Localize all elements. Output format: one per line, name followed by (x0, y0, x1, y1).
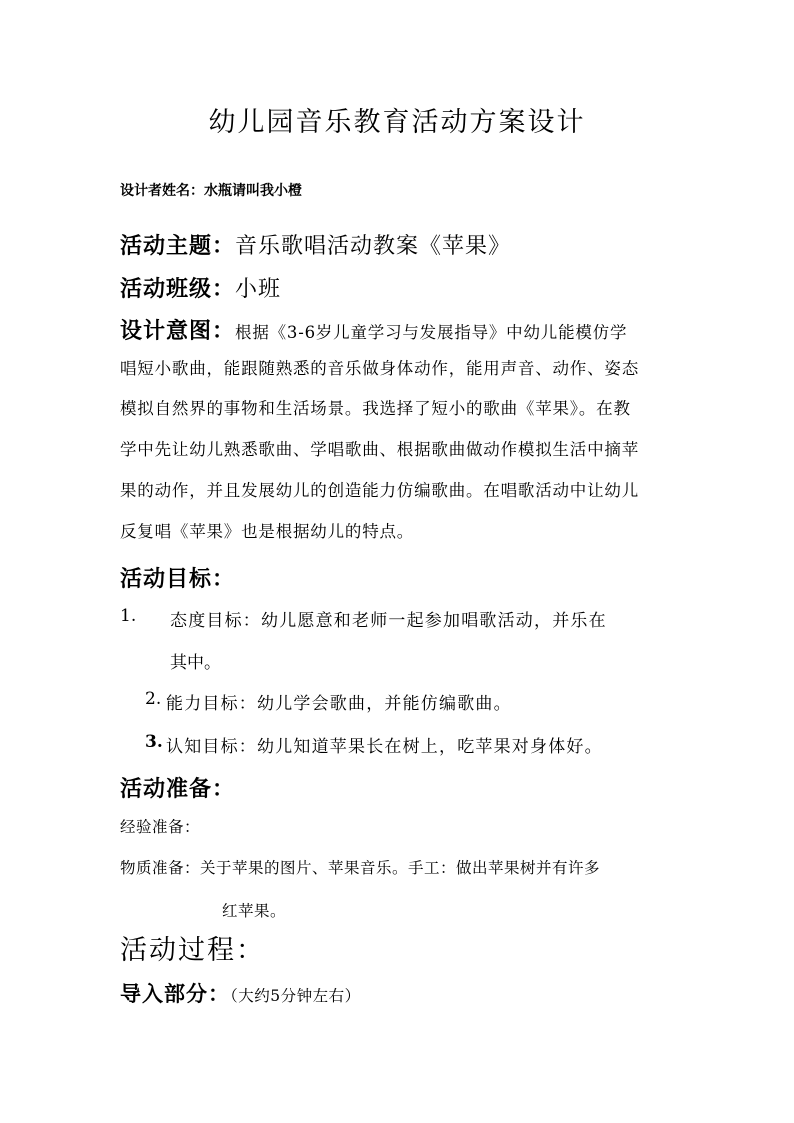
material-prep: 物质准备：关于苹果的图片、苹果音乐。手工：做出苹果树并有许多 (120, 859, 601, 877)
intro-value: （大约5分钟左右） (230, 987, 361, 1005)
goal-2-number: 2. (145, 689, 162, 709)
process-heading: 活动过程： (120, 935, 265, 966)
goals-heading: 活动目标： (120, 566, 236, 592)
intent-line-2: 唱短小歌曲，能跟随熟悉的音乐做身体动作，能用声音、动作、姿态 (120, 359, 639, 378)
goal-1-text-cont: 其中。 (170, 653, 221, 673)
designer-name: 设计者姓名：水瓶请叫我小橙 (120, 183, 302, 199)
intent-line-1 (120, 314, 627, 345)
theme-value: 音乐歌唱活动教案《苹果》 (235, 234, 512, 259)
class-label: 活动班级： (120, 276, 236, 302)
intent-text: 根据《3-6岁儿童学习与发展指导》中幼儿能模仿学 (235, 323, 628, 342)
class-value: 小班 (235, 277, 282, 302)
experience-prep: 经验准备： (120, 818, 201, 836)
intro-heading (120, 978, 361, 1008)
class-heading (120, 272, 281, 303)
document-title: 幼儿园音乐教育活动方案设计 (208, 107, 586, 138)
goal-3-text: 认知目标：幼儿知道苹果长在树上，吃苹果对身体好。 (166, 737, 603, 757)
intent-line-6: 反复唱《苹果》也是根据幼儿的特点。 (120, 522, 415, 541)
goal-1-text: 态度目标：幼儿愿意和老师一起参加唱歌活动，并乐在 (170, 611, 607, 631)
intent-label: 设计意图： (120, 318, 236, 344)
intent-line-5: 果的动作，并且发展幼儿的创造能力仿编歌曲。在唱歌活动中让幼儿 (120, 481, 639, 500)
theme-heading (120, 229, 511, 260)
theme-label: 活动主题： (120, 233, 236, 259)
intro-label: 导入部分： (120, 981, 230, 1006)
intent-line-3: 模拟自然界的事物和生活场景。我选择了短小的歌曲《苹果》。在教 (120, 399, 631, 418)
goal-1-number: 1. (120, 606, 137, 626)
material-prep-cont: 红苹果。 (222, 902, 287, 920)
prep-heading: 活动准备： (120, 776, 236, 802)
goal-2-text: 能力目标：幼儿学会歌曲，并能仿编歌曲。 (166, 694, 512, 714)
intent-line-4: 学中先让幼儿熟悉歌曲、学唱歌曲、根据歌曲做动作模拟生活中摘苹 (120, 440, 639, 459)
goal-3-number: 3. (145, 732, 163, 752)
